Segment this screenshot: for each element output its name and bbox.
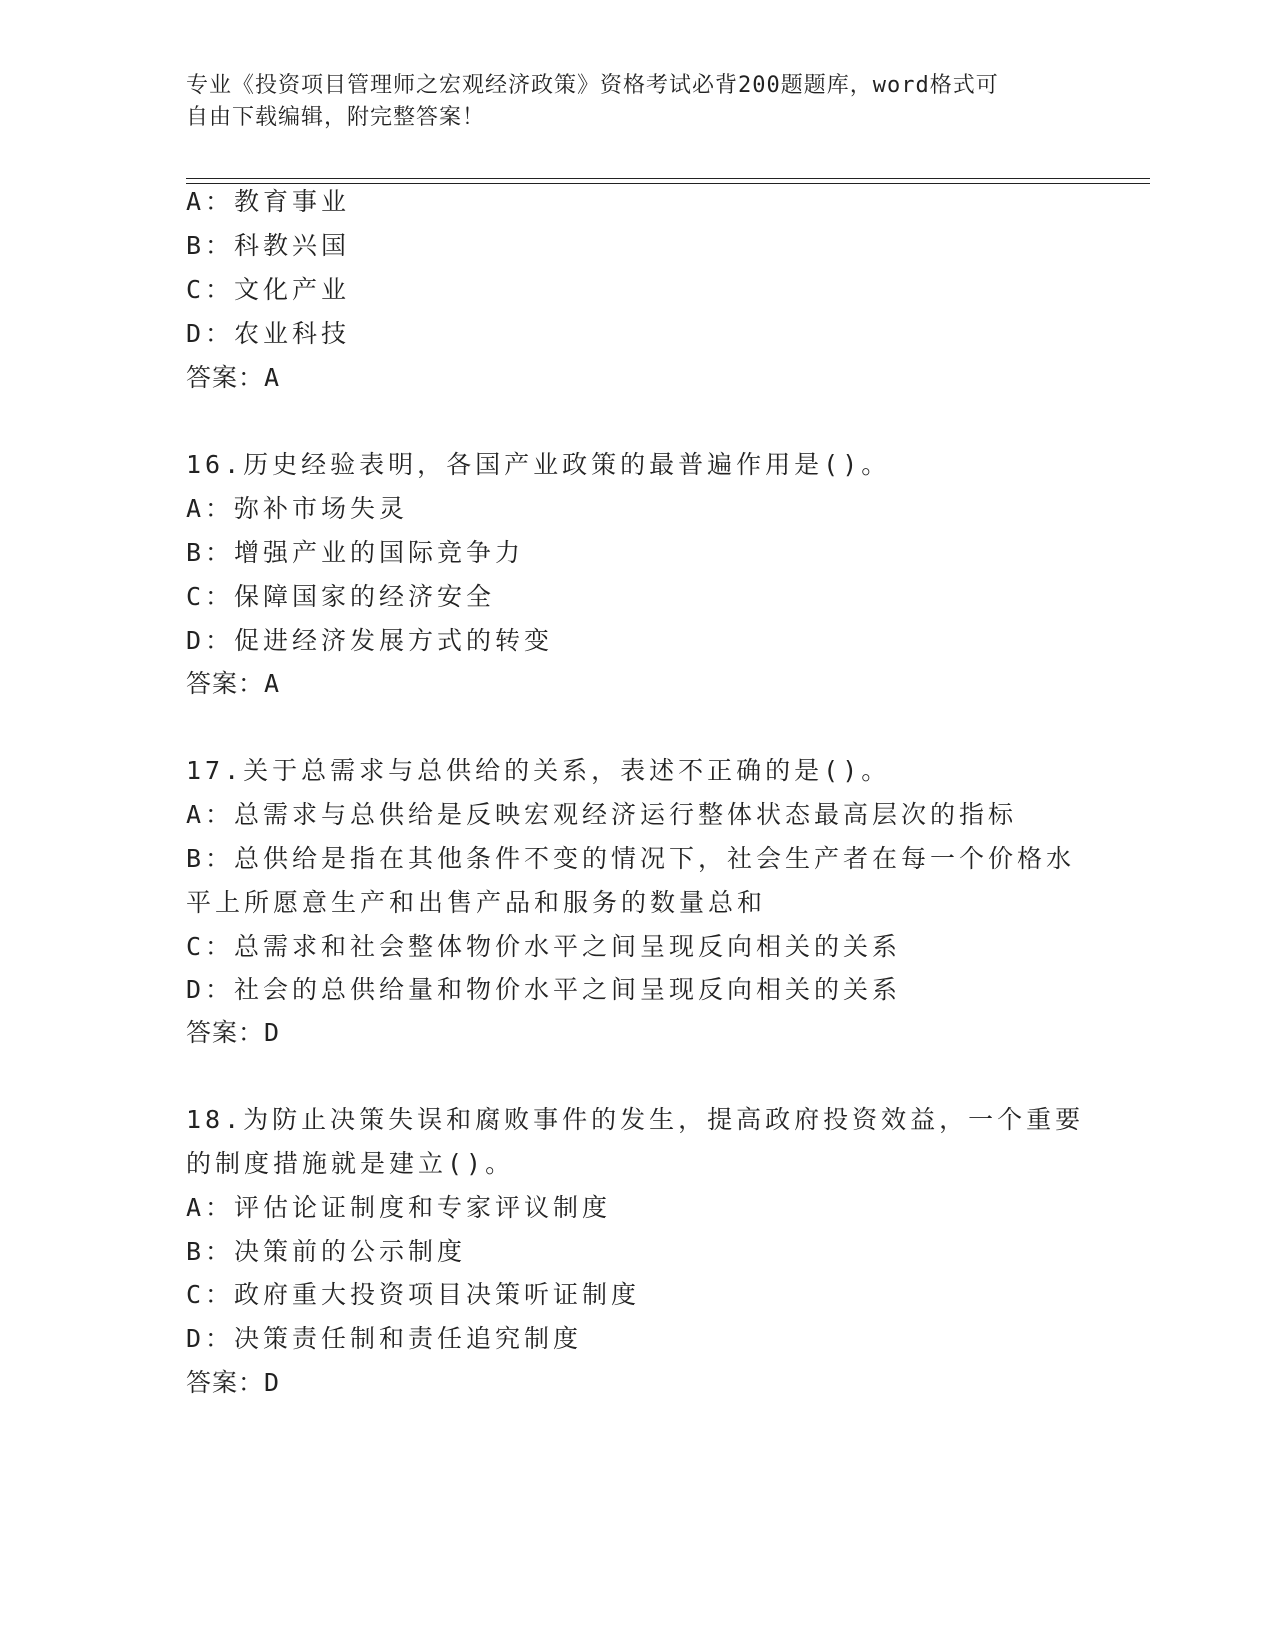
answer-label: 答案： bbox=[186, 1018, 265, 1047]
question-17-stem: 17.关于总需求与总供给的关系，表述不正确的是()。 bbox=[186, 756, 891, 785]
question-16-option-c: C：保障国家的经济安全 bbox=[186, 582, 496, 611]
question-16-option-a: A：弥补市场失灵 bbox=[186, 494, 409, 523]
question-18-option-a: A：评估论证制度和专家评议制度 bbox=[186, 1193, 612, 1222]
answer-label: 答案： bbox=[186, 669, 265, 698]
question-17-option-c: C：总需求和社会整体物价水平之间呈现反向相关的关系 bbox=[186, 932, 902, 961]
answer-value: D bbox=[264, 1018, 281, 1047]
answer-line bbox=[186, 360, 280, 396]
answer-value: A bbox=[264, 363, 281, 392]
question-18-answer bbox=[186, 1365, 280, 1401]
question-16-option-b: B：增强产业的国际竞争力 bbox=[186, 538, 525, 567]
header-line-1: 专业《投资项目管理师之宏观经济政策》资格考试必背200题题库，word格式可 bbox=[186, 73, 999, 98]
question-16-stem: 16.历史经验表明，各国产业政策的最普遍作用是()。 bbox=[186, 450, 891, 479]
question-17-answer bbox=[186, 1015, 280, 1051]
question-18-stem-line-1: 18.为防止决策失误和腐败事件的发生，提高政府投资效益，一个重要 bbox=[186, 1105, 1085, 1134]
answer-value: A bbox=[264, 669, 281, 698]
answer-value: D bbox=[264, 1368, 281, 1397]
question-16-answer bbox=[186, 666, 280, 702]
question-18-option-c: C：政府重大投资项目决策听证制度 bbox=[186, 1280, 641, 1309]
header-divider-top bbox=[186, 178, 1150, 179]
answer-label: 答案： bbox=[186, 363, 265, 392]
question-17-option-b-line-1: B：总供给是指在其他条件不变的情况下，社会生产者在每一个价格水 bbox=[186, 844, 1076, 873]
header-line-2: 自由下载编辑，附完整答案！ bbox=[186, 105, 486, 130]
option-d: D：农业科技 bbox=[186, 319, 351, 348]
option-b: B：科教兴国 bbox=[186, 231, 351, 260]
question-17-option-a: A：总需求与总供给是反映宏观经济运行整体状态最高层次的指标 bbox=[186, 800, 1018, 829]
option-c: C：文化产业 bbox=[186, 275, 351, 304]
question-18-stem-line-2: 的制度措施就是建立()。 bbox=[186, 1149, 515, 1178]
document-header bbox=[186, 70, 1066, 134]
question-16-option-d: D：促进经济发展方式的转变 bbox=[186, 626, 554, 655]
question-17-option-d: D：社会的总供给量和物价水平之间呈现反向相关的关系 bbox=[186, 975, 902, 1004]
option-a: A：教育事业 bbox=[186, 187, 351, 216]
answer-label: 答案： bbox=[186, 1368, 265, 1397]
question-18-option-d: D：决策责任制和责任追究制度 bbox=[186, 1324, 583, 1353]
question-18-option-b: B：决策前的公示制度 bbox=[186, 1237, 467, 1266]
question-17-option-b-line-2: 平上所愿意生产和出售产品和服务的数量总和 bbox=[186, 888, 767, 917]
